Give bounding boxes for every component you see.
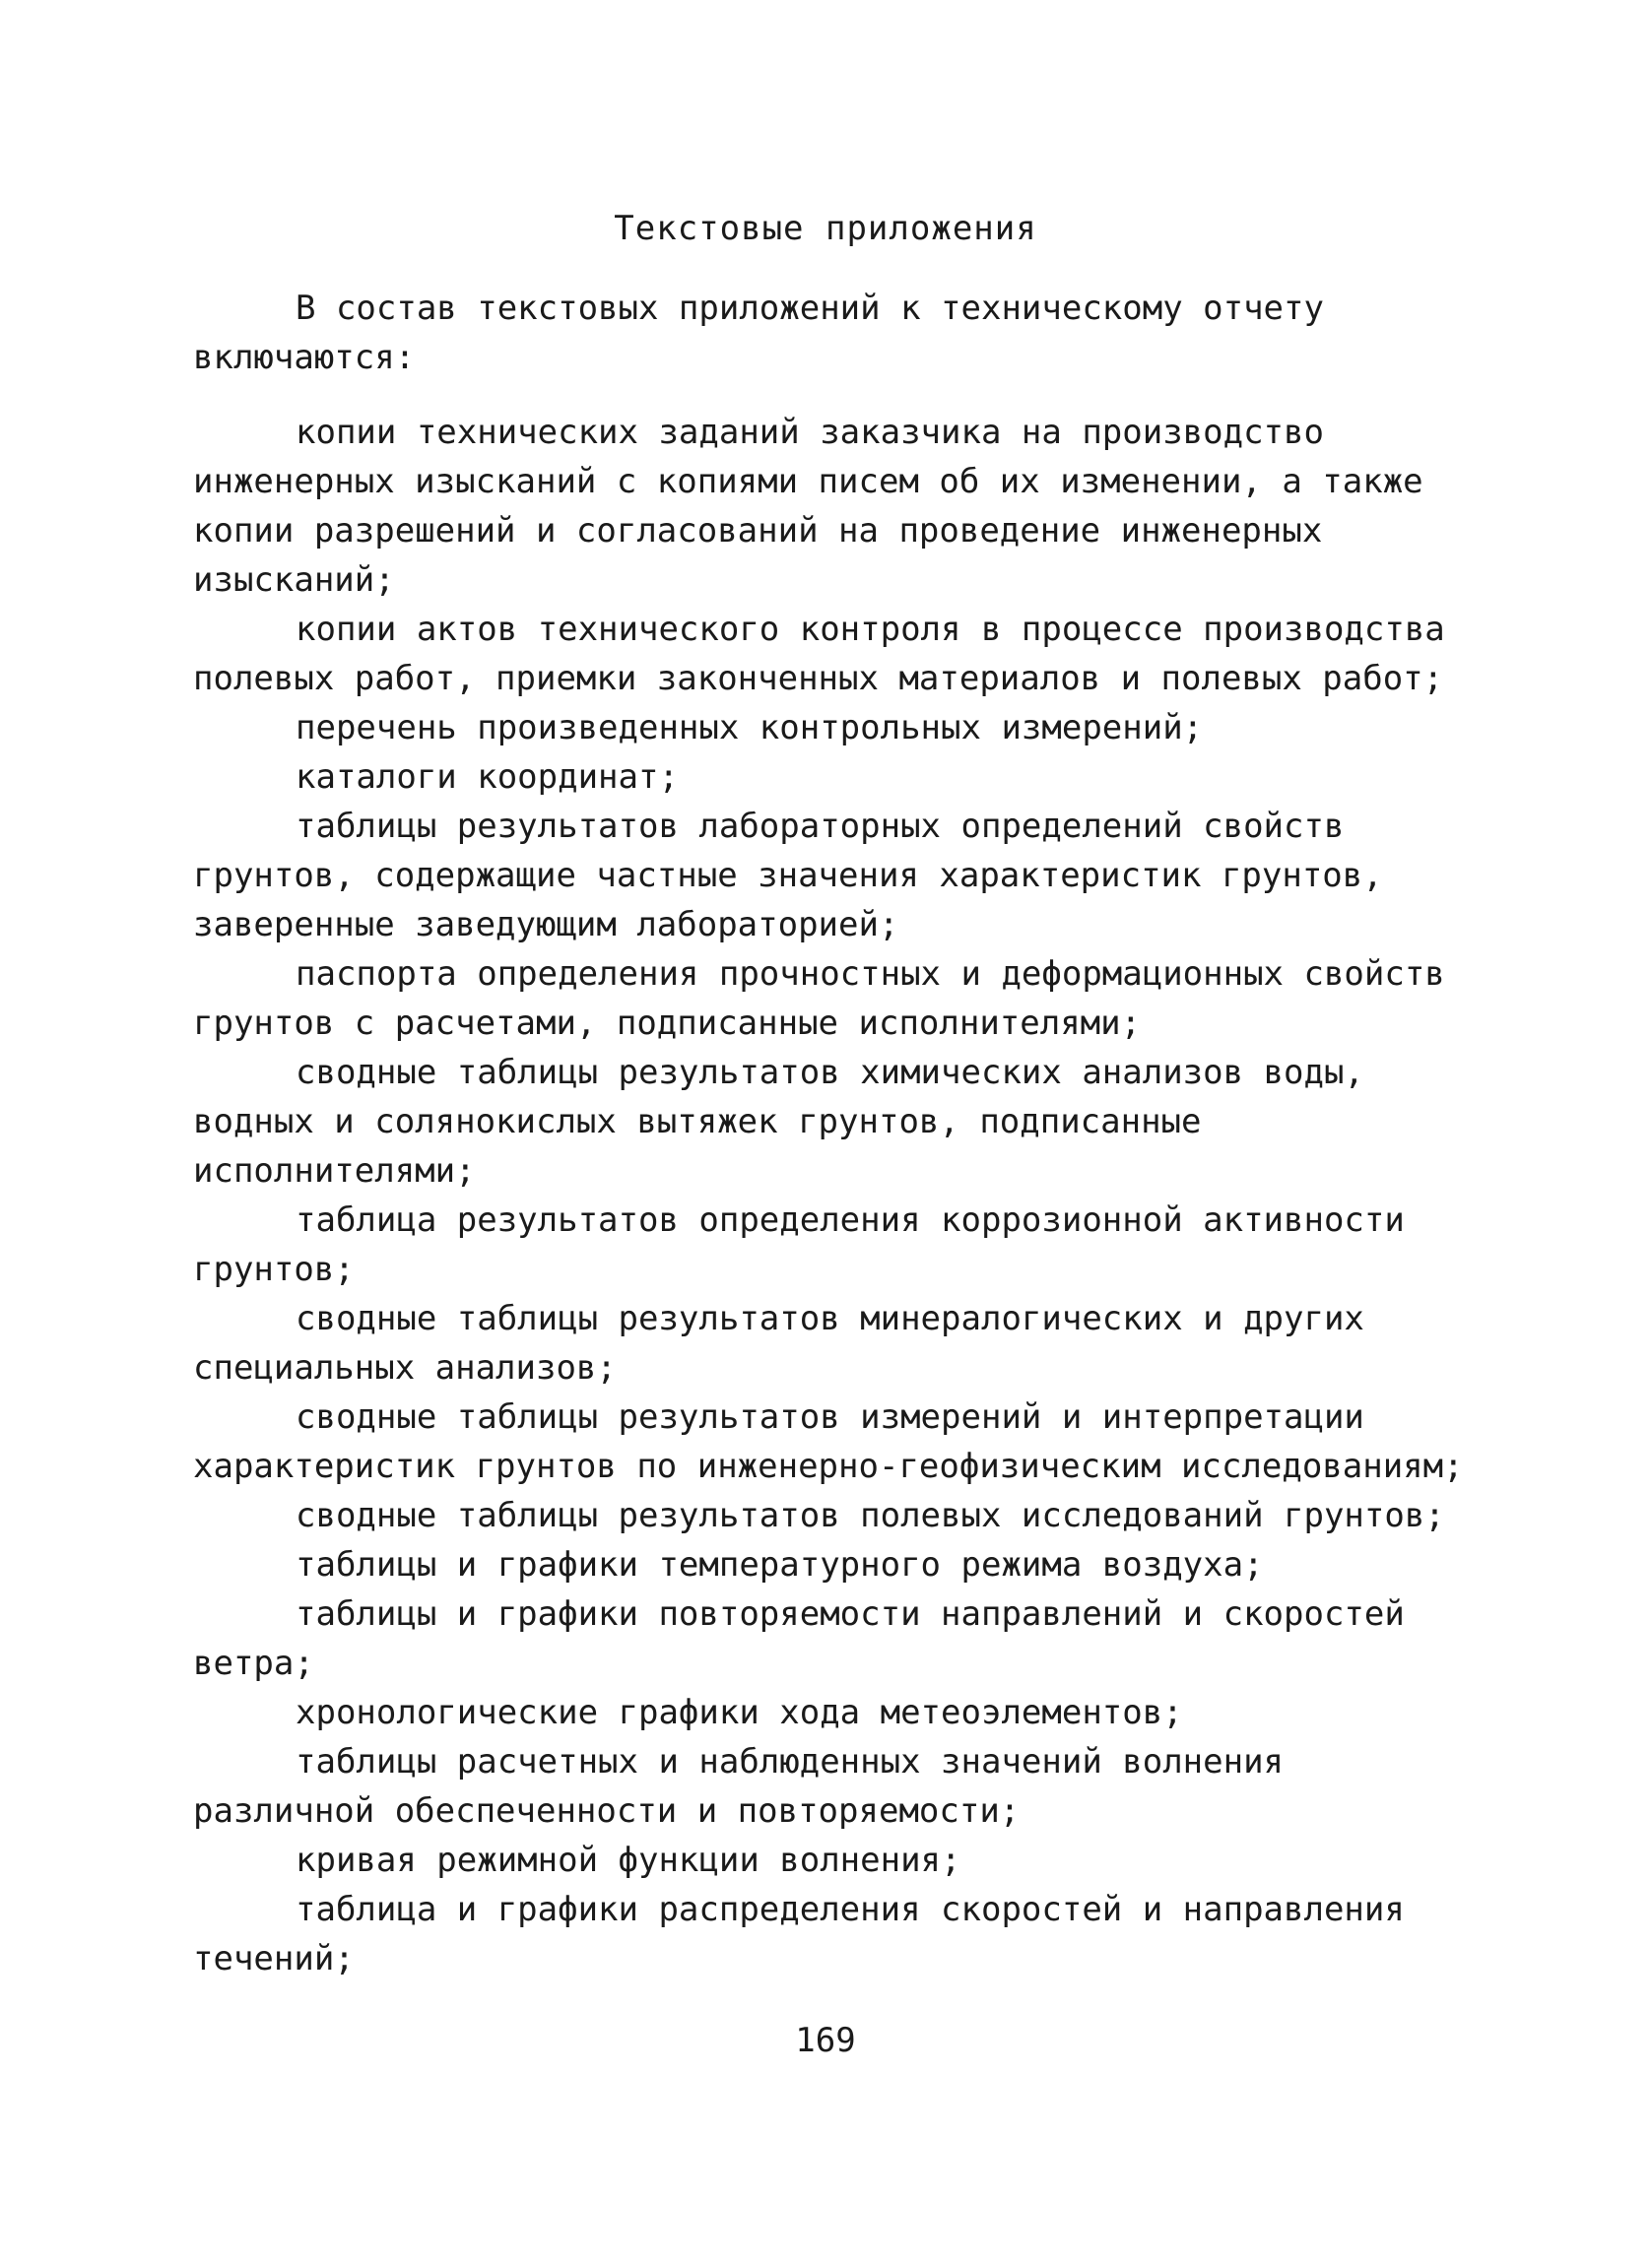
list-item: хронологические графики хода метеоэлементов; bbox=[296, 1693, 1183, 1732]
list-item: таблица и графики распределения скоростей и направления течений; bbox=[193, 1890, 1405, 1978]
list-item: паспорта определения прочностных и деформационных свойств грунтов с расчетами, подписанные исполнителями; bbox=[193, 954, 1445, 1043]
list-item: каталоги координат; bbox=[296, 757, 679, 797]
list-item: копии актов технического контроля в процессе производства полевых работ, приемки законченных материалов и полевых работ; bbox=[193, 610, 1445, 698]
list-item: таблицы и графики температурного режима воздуха; bbox=[296, 1545, 1264, 1585]
list-item: кривая режимной функции волнения; bbox=[296, 1841, 961, 1880]
page-number: 169 bbox=[795, 2021, 856, 2060]
list-item: перечень произведенных контрольных измерений; bbox=[296, 708, 1204, 747]
list-item: сводные таблицы результатов измерений и интерпретации характеристик грунтов по инженерно-геофизическим исследованиям; bbox=[193, 1397, 1464, 1486]
list-item: сводные таблицы результатов химических анализов воды, водных и солянокислых вытяжек грунтов, подписанные исполнителями; bbox=[193, 1053, 1364, 1191]
list-item: таблицы расчетных и наблюденных значений волнения различной обеспеченности и повторяемости; bbox=[193, 1742, 1285, 1831]
intro-paragraph: В состав текстовых приложений к техническому отчету включаются: bbox=[193, 289, 1324, 377]
page-title: Текстовые приложения bbox=[614, 209, 1037, 248]
list-item: сводные таблицы результатов полевых исследований грунтов; bbox=[296, 1496, 1445, 1535]
list-item: таблицы и графики повторяемости направлений и скоростей ветра; bbox=[193, 1594, 1405, 1683]
list-item: таблица результатов определения коррозионной активности грунтов; bbox=[193, 1200, 1405, 1289]
list-item: копии технических заданий заказчика на производство инженерных изысканий с копиями писем об их изменении, а также копии разрешений и согласований на проведение инженерных изысканий; bbox=[193, 413, 1423, 600]
list-item: таблицы результатов лабораторных определений свойств грунтов, содержащие частные значения характеристик грунтов, заверенные заведующим лабораторией; bbox=[193, 807, 1383, 944]
body-text bbox=[193, 284, 1474, 1983]
list-item: сводные таблицы результатов минералогических и других специальных анализов; bbox=[193, 1299, 1364, 1388]
